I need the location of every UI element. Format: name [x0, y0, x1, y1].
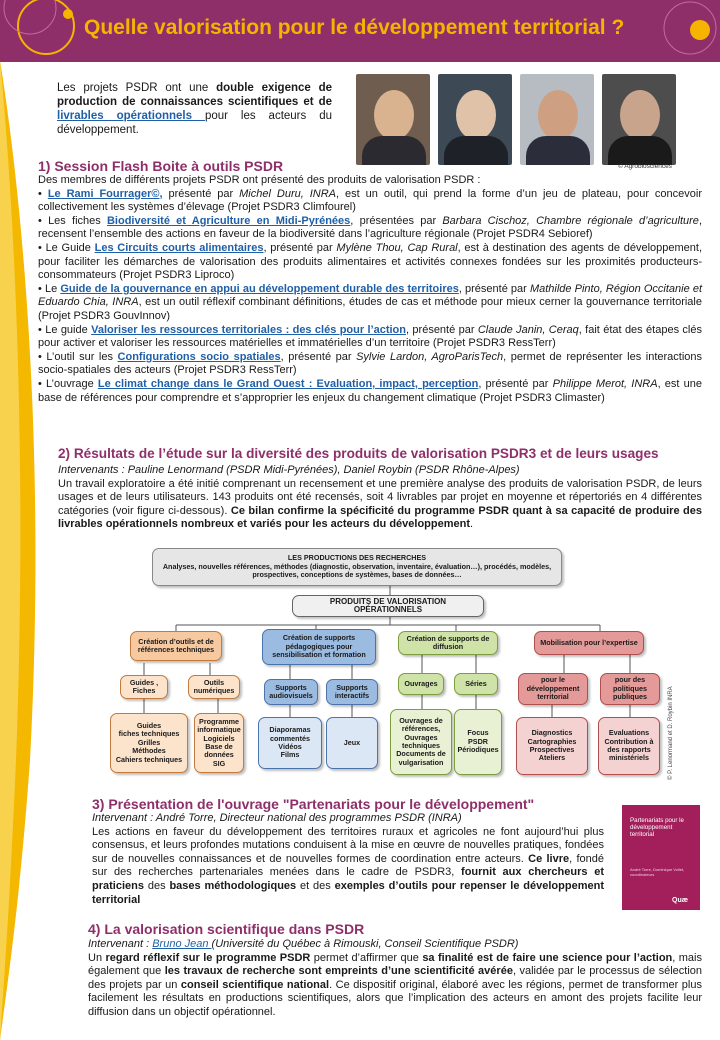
diagram-category-diffusion: Création de supports de diffusion	[398, 631, 498, 655]
section-2-heading: 2) Résultats de l’étude sur la diversité des produits de valorisation PSDR3 et de leurs usages	[58, 446, 659, 461]
page-title: Quelle valorisation pour le développement territorial ?	[84, 16, 625, 39]
section-4-speaker: Intervenant : Bruno Jean (Université du Québec à Rimouski, Conseil Scientifique PSDR)	[88, 938, 519, 950]
section-4-heading: 4) La valorisation scientifique dans PSDR	[88, 921, 365, 937]
diagram-leaf-diagnostics: Diagnostics Cartographies Prospectives Ateliers	[516, 717, 588, 775]
valorisation-diagram	[106, 545, 674, 785]
item-link[interactable]: Le Rami Fourrager©,	[47, 187, 163, 200]
list-item: • Le guide Valoriser les ressources territoriales : des clés pour l’action, présenté par Claude Janin, Ceraq, fait état des étapes clés pour activer et valoriser les ressources matérielles et immatérielles d’un territoire (Projet PSDR3 RessTerr)	[38, 323, 702, 350]
item-link[interactable]: Le climat change dans le Grand Ouest : Evaluation, impact, perception	[97, 377, 479, 390]
diagram-leaf-digital: Programme informatique Logiciels Base de données SIG	[194, 713, 244, 773]
list-item: • L’outil sur les Configurations socio spatiales, présenté par Sylvie Lardon, AgroParisTech, permet de représenter les interactions socio-spatiales des acteurs (Projet PSDR3 RessTerr)	[38, 350, 703, 377]
diagram-sub-interactive: Supports interactifs	[326, 679, 378, 705]
list-item: • Le Guide de la gouvernance en appui au développement durable des territoires, présenté par Mathilde Pinto, Région Occitanie et Eduardo Chia, INRA, est un outil réflexif combinant définitions, études de cas et méthode pour mieux cerner la gouvernance territoriale (Projet PSDR3 GouvInnov)	[38, 282, 702, 322]
diagram-leaf-games: Jeux	[326, 717, 378, 769]
left-decorative-strip	[0, 0, 48, 1040]
intro-link[interactable]: livrables opérationnels	[57, 110, 205, 122]
section-3-heading: 3) Présentation de l'ouvrage "Partenariats pour le développement"	[92, 796, 535, 812]
diagram-category-expertise: Mobilisation pour l’expertise	[534, 631, 644, 655]
diagram-sub-territorial: pour le développement territorial	[518, 673, 588, 705]
speaker-photo	[438, 74, 512, 165]
diagram-sub-digital: Outils numériques	[188, 675, 240, 699]
diagram-category-tools: Création d’outils et de références techniques	[130, 631, 222, 661]
book-subtitle: André Torre, Dominique Vollet, coordinateurs	[630, 867, 685, 877]
section-2-body: Intervenants : Pauline Lenormand (PSDR Midi-Pyrénées), Daniel Roybin (PSDR Rhône-Alpes) Un travail exploratoire a été initié comprenant un recensement et une première analyse des produits de valorisation PSDR, de leurs usages et de leurs utilisateurs. 143 produits ont été recensés, soit 4 livrables par projet en moyenne et répertoriés en 4 différentes catégories (voir figure ci-dessous). Ce bilan confirme la spécificité du programme PSDR quant à sa capacité de produire des livrables opérationnels nombreux et variés pour les acteurs du développement.	[58, 464, 702, 531]
item-link[interactable]: Valoriser les ressources territoriales : des clés pour l’action	[91, 323, 406, 336]
diagram-research-box: LES PRODUCTIONS DES RECHERCHES Analyses, nouvelles références, méthodes (diagnostic, observation, inventaire, évaluation…), procédés, modèles, prospectives, conceptions de systèmes, bases de données…	[152, 548, 562, 586]
list-item: • Le Rami Fourrager©, présenté par Michel Duru, INRA, est un outil, qui prend la forme d’un jeu de plateau, pour concevoir collectivement les systèmes d’élevage (Projet PSDR3 Climfourel)	[38, 187, 703, 214]
speaker-photo	[602, 74, 676, 165]
diagram-leaf-guides: Guides fiches techniques Grilles Méthodes Cahiers techniques	[110, 713, 188, 773]
item-link[interactable]: Configurations socio spatiales	[117, 350, 281, 363]
diagram-category-pedagogic: Création de supports pédagogiques pour sensibilisation et formation	[262, 629, 376, 665]
section-3-speaker: Intervenant : André Torre, Directeur national des programmes PSDR (INRA)	[92, 812, 462, 824]
diagram-leaf-evaluations: Evaluations Contribution à des rapports ministériels	[598, 717, 660, 775]
list-item: • Les fiches Biodiversité et Agriculture en Midi-Pyrénées, présentées par Barbara Cischoz, Chambre régionale d’agriculture, recensent l’ensemble des actions en faveur de la biodiversité dans l’agriculture régionale (Projet PSDR4 Sebioref)	[38, 214, 702, 241]
list-item: • Le Guide Les Circuits courts alimentaires, présenté par Mylène Thou, Cap Rural, est à destination des agents de développement, pour faciliter les démarches de valorisation des produits alimentaires et activités connexes fondées sur les proximités producteurs-consommateurs (Projet PSDR3 Liproco)	[38, 241, 702, 282]
item-link[interactable]: Guide de la gouvernance en appui au développement durable des territoires	[60, 282, 459, 295]
diagram-sub-public-policy: pour des politiques publiques	[600, 673, 660, 705]
section-4-body: Intervenant : Bruno Jean (Université du Québec à Rimouski, Conseil Scientifique PSDR) Un regard réflexif sur le programme PSDR permet d’affirmer que sa finalité est de faire une science pour l’action, mais également que les travaux de recherche sont empreints d’une scientificité avérée, validée par le processus de sélection des projets par un conseil scientifique national. Ce dispositif original, élaboré avec les régions, permet de transformer plus facilement les résultats en productions scientifiques, alors que l’implication des acteurs en amont des projets facilite leur diffusion dans un objectif opérationnel.	[88, 938, 702, 1018]
item-link[interactable]: Biodiversité et Agriculture en Midi-Pyrénées	[106, 214, 351, 227]
speaker-link[interactable]: Bruno Jean	[152, 938, 212, 950]
diagram-sub-series: Séries	[454, 673, 498, 695]
speaker-photo	[356, 74, 430, 165]
speaker-photo	[520, 74, 594, 165]
diagram-sub-books: Ouvrages	[398, 673, 444, 695]
section-3-body: Intervenant : André Torre, Directeur national des programmes PSDR (INRA) Les actions en faveur du développement des territoires ruraux et agricoles ne font aujourd’hui plus consensus, et leurs profondes mutations conduisent à la mise en œuvre de nouvelles pratiques, fondées sur de nouvelles connaissances et de nouvelles formes de coordination entre acteurs. Ce livre, fondé sur des recherches partenariales menées dans le cadre de PSDR3, fournit aux chercheurs et praticiens des bases méthodologiques et des exemples d’outils pour repenser le développement territorial	[92, 812, 604, 906]
diagram-leaf-slideshows: Diaporamas commentés Vidéos Films	[258, 717, 322, 769]
book-cover	[622, 805, 700, 910]
speaker-photos	[356, 74, 676, 168]
book-publisher-logo: Quæ	[672, 897, 688, 904]
diagram-products-box: PRODUITS DE VALORISATION OPÉRATIONNELS	[292, 595, 484, 617]
item-link[interactable]: Les Circuits courts alimentaires	[94, 241, 264, 254]
section-1-body	[38, 174, 702, 405]
diagram-leaf-periodicals: Focus PSDR Périodiques	[454, 709, 502, 775]
list-item: • L’ouvrage Le climat change dans le Grand Ouest : Evaluation, impact, perception, présenté par Philippe Merot, INRA, est une base de références pour comprendre et s’approprier les enjeux du changement climatique (Projet PSDR3 Climaster)	[38, 377, 702, 404]
diagram-leaf-books: Ouvrages de références, Ouvrages techniques Documents de vulgarisation	[390, 709, 452, 775]
diagram-sub-guides: Guides , Fiches	[120, 675, 168, 699]
section-1-heading: 1) Session Flash Boite à outils PSDR	[38, 158, 284, 174]
book-title: Partenariats pour le développement territorial	[630, 817, 684, 838]
diagram-sub-audiovisual: Supports audiovisuels	[264, 679, 318, 705]
section-2-speakers: Intervenants : Pauline Lenormand (PSDR Midi-Pyrénées), Daniel Roybin (PSDR Rhône-Alpes)	[58, 464, 520, 476]
header-band	[0, 0, 720, 62]
section-1-lead: Des membres de différents projets PSDR ont présenté des produits de valorisation PSDR :	[38, 174, 481, 186]
photo-credit: © Agrobiosciences	[618, 163, 672, 170]
diagram-credit: © P. Lenormand et D. Roybin INRA	[668, 686, 674, 780]
intro-paragraph: Les projets PSDR ont une double exigence de production de connaissances scientifiques et de livrables opérationnels pour les acteurs du développement.	[57, 82, 332, 136]
